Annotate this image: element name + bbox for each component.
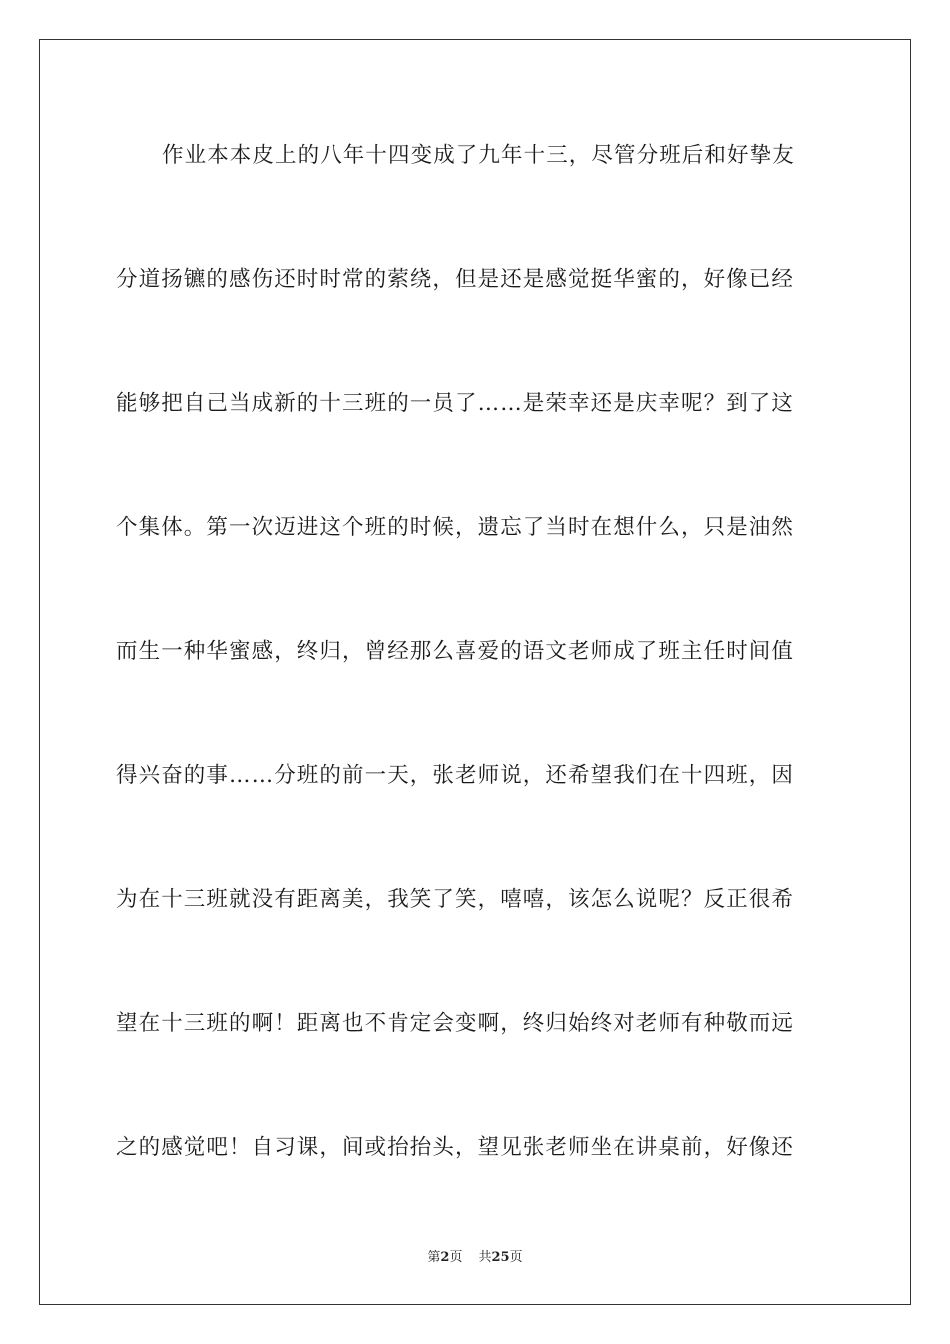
footer-prefix: 第: [427, 1250, 441, 1265]
body-text: [116, 128, 834, 1244]
footer-total-suffix: 页: [509, 1250, 523, 1265]
text-line-7: 为在十三班就没有距离美，我笑了笑，嘻嘻，该怎么说呢？反正很希: [116, 887, 795, 912]
page-footer: [0, 1248, 950, 1268]
text-line-5: 而生一种华蜜感，终归，曾经那么喜爱的语文老师成了班主任时间值: [116, 639, 795, 664]
text-line-2: 分道扬镳的感伤还时时常的萦绕，但是还是感觉挺华蜜的，好像已经: [116, 267, 795, 292]
text-line-4: 个集体。第一次迈进这个班的时候，遗忘了当时在想什么，只是油然: [116, 515, 795, 540]
text-line-1: 作业本本皮上的八年十四变成了九年十三，尽管分班后和好挚友: [162, 143, 795, 168]
text-line-8: 望在十三班的啊！距离也不肯定会变啊，终归始终对老师有种敬而远: [116, 1011, 795, 1036]
text-line-9: 之的感觉吧！自习课，间或抬抬头，望见张老师坐在讲桌前，好像还: [116, 1135, 795, 1160]
footer-total-prefix: 共: [478, 1250, 492, 1265]
current-page-number: 2: [440, 1250, 450, 1265]
text-line-3: 能够把自己当成新的十三班的一员了……是荣幸还是庆幸呢？到了这: [116, 391, 795, 416]
text-line-6: 得兴奋的事……分班的前一天，张老师说，还希望我们在十四班，因: [116, 763, 795, 788]
footer-page-suffix: 页: [449, 1250, 463, 1265]
total-page-count: 25: [491, 1250, 510, 1265]
